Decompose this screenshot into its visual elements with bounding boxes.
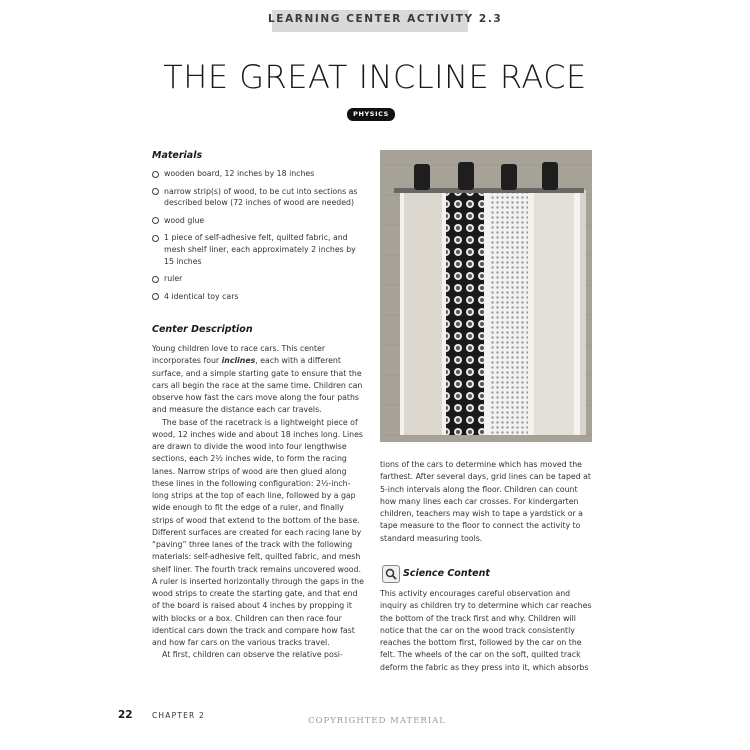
bullet-circle-icon: [152, 293, 159, 300]
racetrack-photo: [380, 150, 592, 442]
center-description-heading: Center Description: [152, 324, 253, 335]
science-content-heading: Science Content: [403, 568, 490, 579]
bullet-circle-icon: [152, 235, 159, 242]
paragraph-observe: At first, children can observe the relative posi-: [162, 650, 343, 660]
racetrack-illustration: [380, 150, 592, 442]
list-item: wooden board, 12 inches by 18 inches: [152, 168, 367, 180]
science-content-body: This activity encourages careful observation and inquiry as children try to determine which car reaches the bottom of the track first and why. Children will notice that the car on the wood track consistently reaches the bottom first, followed by the car on the felt. The wheels of the car on the soft, quilted track deform the fabric as they press into it, which absorbs: [380, 589, 592, 672]
list-item: 4 identical toy cars: [152, 291, 367, 303]
paragraph-base: The base of the racetrack is a lightweight piece of wood, 12 inches wide and about 18 inches long. Lines are drawn to divide the wood into four lengthwise sections, each 2½ inches wide, to form the racing lanes. Narrow strips of wood are then glued along these lines in the following configuration: 2½-inch-long strips at the top of each line, followed by a gap wide enough to fit the edge of a ruler, and finally strips of wood that extend to the bottom of the base. Different surfaces are created for each racing lane by “paving” three lanes of the track with the following materials: self-adhesive felt, quilted fabric, and mesh shelf liner. The fourth track remains uncovered wood. A ruler is inserted horizontally through the gaps in the wood strips to create the starting gate, and that end of the board is raised about 4 inches by propping it with blocks or a box. Children can then race four identical cars down the track and compare how fast and how far cars on the various tracks travel.: [152, 417, 364, 647]
page-number: 22: [118, 709, 133, 721]
bullet-circle-icon: [152, 276, 159, 283]
list-item: 1 piece of self-adhesive felt, quilted fabric, and mesh shelf liner, each approximately 2 inches by 15 inches: [152, 232, 367, 267]
page-title: THE GREAT INCLINE RACE: [163, 58, 587, 96]
subject-badge: PHYSICS: [347, 108, 395, 121]
bullet-circle-icon: [152, 217, 159, 224]
bullet-circle-icon: [152, 188, 159, 195]
copyright-watermark: COPYRIGHTED MATERIAL: [308, 716, 446, 726]
list-item: wood glue: [152, 215, 367, 227]
list-item: narrow strip(s) of wood, to be cut into sections as described below (72 inches of wood are needed): [152, 186, 367, 209]
list-item: ruler: [152, 273, 367, 285]
paragraph-intro: Young children love to race cars. This center incorporates four inclines, each with a different surface, and a simple starting gate to ensure that the cars all begin the race at the same time. Children can observe how fast the cars move along the four paths and measure the distance each car travels.: [152, 344, 363, 415]
bullet-circle-icon: [152, 171, 159, 178]
chapter-label: CHAPTER 2: [152, 711, 206, 720]
description-continuation: tions of the cars to determine which has moved the farthest. After several days, grid lines can be taped at 5-inch intervals along the floor. Children can count how many lines each car crosses. For kindergarten children, teachers may wish to tape a yardstick or a tape measure to the floor to connect the activity to standard measuring tools.: [380, 460, 591, 543]
magnifier-icon: [382, 565, 400, 583]
center-description-body: [152, 343, 366, 662]
materials-heading: Materials: [152, 150, 203, 161]
activity-label: LEARNING CENTER ACTIVITY 2.3: [268, 13, 503, 25]
materials-list: [152, 168, 367, 308]
